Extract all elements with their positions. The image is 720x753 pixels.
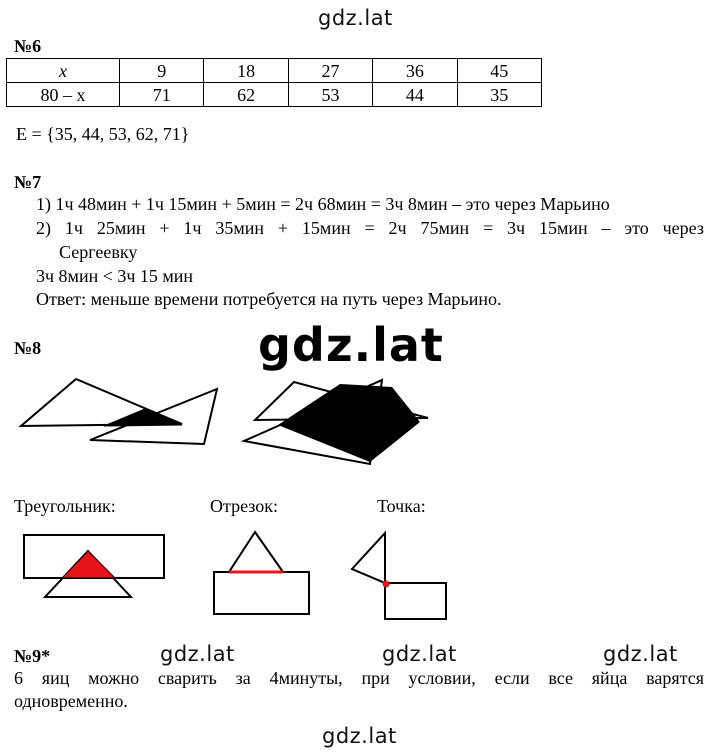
task7-answer: Ответ: меньше времени потребуется на путь через Марьино. <box>36 289 502 309</box>
task9-line1: 6 яиц можно сварить за 4минуты, при условии, если все яйца варятся <box>14 668 704 688</box>
watermark-row2: gdz.lat <box>382 642 457 666</box>
watermark-bottom: gdz.lat <box>322 724 397 748</box>
task7-line1: 1) 1ч 48мин + 1ч 15мин + 5мин = 2ч 68мин = 3ч 8мин – это через Марьино <box>36 194 610 214</box>
task7-compare: 3ч 8мин < 3ч 15 мин <box>36 266 194 286</box>
watermark-center: gdz.lat <box>258 318 444 372</box>
figure-intersecting-triangles-left <box>21 379 217 444</box>
task8-number: №8 <box>14 338 42 358</box>
label-segment: Отрезок: <box>210 496 279 516</box>
watermark-top: gdz.lat <box>318 6 393 30</box>
task9-number: №9* <box>14 646 51 666</box>
table-header-x: x <box>7 59 120 83</box>
label-point: Точка: <box>377 496 426 516</box>
task6-number: №6 <box>14 36 42 56</box>
table-cell: 44 <box>373 83 457 107</box>
task7-line2: 2) 1ч 25мин + 1ч 35мин + 15мин = 2ч 75мин = 3ч 15мин – это через <box>36 218 704 238</box>
table-cell: 53 <box>288 83 372 107</box>
task7-number: №7 <box>14 172 42 192</box>
table-cell: 36 <box>373 59 457 83</box>
task7-line2b: Сергеевку <box>59 242 138 262</box>
figure-point-intersection <box>352 533 446 619</box>
task9-line2: одновременно. <box>14 691 128 711</box>
expr-label: 80 – x <box>40 84 86 105</box>
table-cell: 9 <box>120 59 204 83</box>
watermark-row1: gdz.lat <box>160 642 235 666</box>
table-cell: 35 <box>457 83 541 107</box>
label-triangle: Треугольник: <box>14 496 116 516</box>
figure-triangle-intersection <box>24 535 164 597</box>
table-cell: 18 <box>204 59 288 83</box>
table-cell: 71 <box>120 83 204 107</box>
figure-segment-intersection <box>214 532 309 614</box>
table-cell: 45 <box>457 59 541 83</box>
figure-intersecting-triangles-right <box>244 380 428 464</box>
table-cell: 62 <box>204 83 288 107</box>
set-line: E = {35, 44, 53, 62, 71} <box>16 124 190 144</box>
table-cell: 27 <box>288 59 372 83</box>
watermark-row3: gdz.lat <box>603 642 678 666</box>
